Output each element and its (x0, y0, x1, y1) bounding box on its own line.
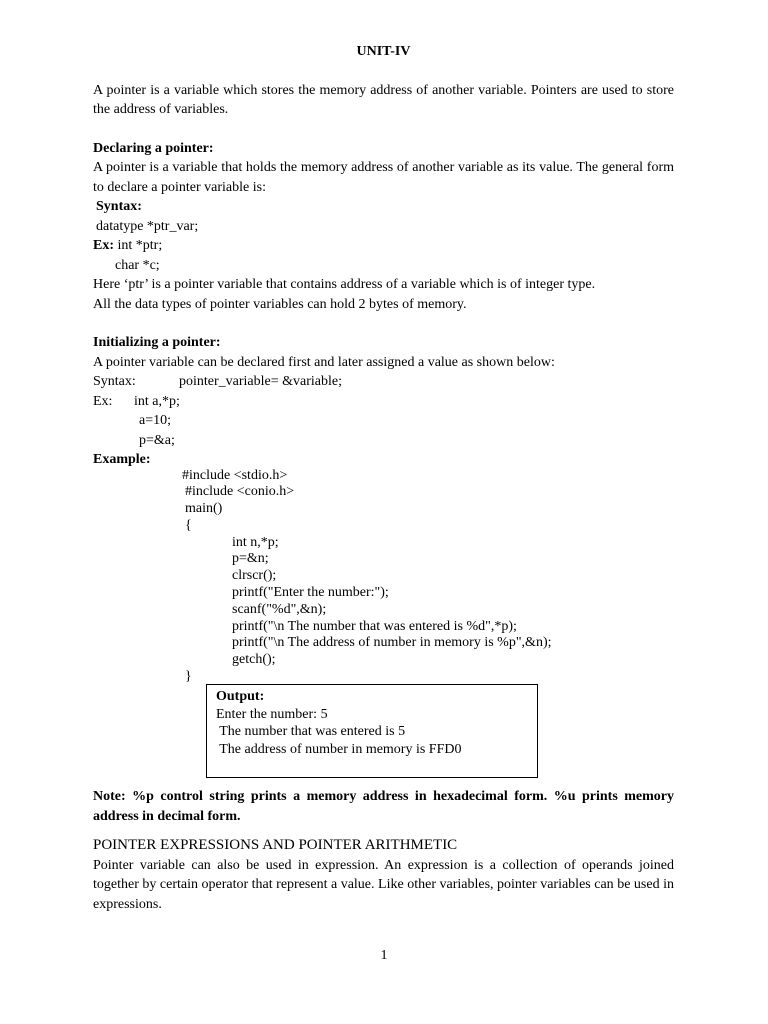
initializing-syntax-line (93, 372, 674, 392)
initializing-text: A pointer variable can be declared first and later assigned a value as shown below: (93, 354, 555, 370)
output-line: The address of number in memory is FFD0 (216, 741, 462, 757)
initializing-ex-line1: int a,*p; (134, 393, 180, 409)
example-label: Example: (93, 452, 151, 467)
code-line: int n,*p; (232, 534, 279, 550)
initializing-ex-line3: p=&a; (139, 432, 175, 448)
declaring-text: A pointer is a variable that holds the memory address of another variable as its value. The general form to declare a pointer variable is: (93, 160, 674, 195)
declaring-explain2: All the data types of pointer variables can hold 2 bytes of memory. (93, 296, 467, 312)
initializing-ex-label: Ex: (93, 393, 113, 409)
section2-text: Pointer variable can also be used in expression. An expression is a collection of operands joined together by certain operator that represent a value. Like other variables, pointer variables can be used in expressions. (93, 857, 674, 912)
declaring-ex-line1: int *ptr; (114, 238, 163, 253)
code-line: getch(); (232, 652, 276, 668)
output-line: Enter the number: 5 (216, 706, 328, 722)
declaring-ex-label: Ex: (93, 238, 114, 253)
document-page (93, 40, 674, 912)
initializing-ex-line2: a=10; (139, 413, 171, 428)
code-line: #include <stdio.h> (182, 467, 288, 483)
declaring-heading: Declaring a pointer: (93, 140, 214, 156)
section2-heading: POINTER EXPRESSIONS AND POINTER ARITHMETIC (93, 837, 458, 853)
note-paragraph: Note: %p control string prints a memory address in hexadecimal form. %u prints memory address in decimal form. (93, 789, 674, 824)
declaring-syntax-value: datatype *ptr_var; (96, 218, 199, 234)
initializing-ex-line (93, 392, 674, 412)
code-line: main() (185, 501, 223, 517)
code-line: scanf("%d",&n); (232, 601, 327, 617)
code-line: printf("Enter the number:"); (232, 585, 389, 601)
declaring-example-line (93, 236, 674, 256)
initializing-syntax-label: Syntax: (93, 374, 136, 389)
code-line: { (185, 517, 192, 533)
page-number: 1 (380, 948, 388, 963)
code-block (93, 468, 674, 686)
output-label: Output: (216, 689, 265, 704)
declaring-ex-line2: char *c; (115, 257, 160, 273)
declaring-syntax-label: Syntax: (96, 199, 142, 214)
code-line: clrscr(); (232, 568, 277, 584)
page-title: UNIT-IV (356, 44, 411, 59)
intro-paragraph: A pointer is a variable which stores the memory address of another variable. Pointers are used to store the address of variables. (93, 82, 674, 117)
section-pointer-expressions (93, 836, 674, 914)
initializing-syntax-value: pointer_variable= &variable; (179, 374, 342, 389)
initializing-heading: Initializing a pointer: (93, 335, 221, 350)
code-line: #include <conio.h> (185, 484, 295, 500)
output-box (206, 684, 538, 778)
code-line: p=&n; (232, 551, 269, 567)
code-line: printf("\n The number that was entered is %d",*p); (232, 618, 517, 634)
output-line: The number that was entered is 5 (216, 724, 406, 739)
declaring-explain1: Here ‘ptr’ is a pointer variable that contains address of a variable which is of integer type. (93, 277, 596, 292)
code-line: } (185, 669, 192, 685)
code-line: printf("\n The address of number in memory is %p",&n); (232, 635, 552, 651)
